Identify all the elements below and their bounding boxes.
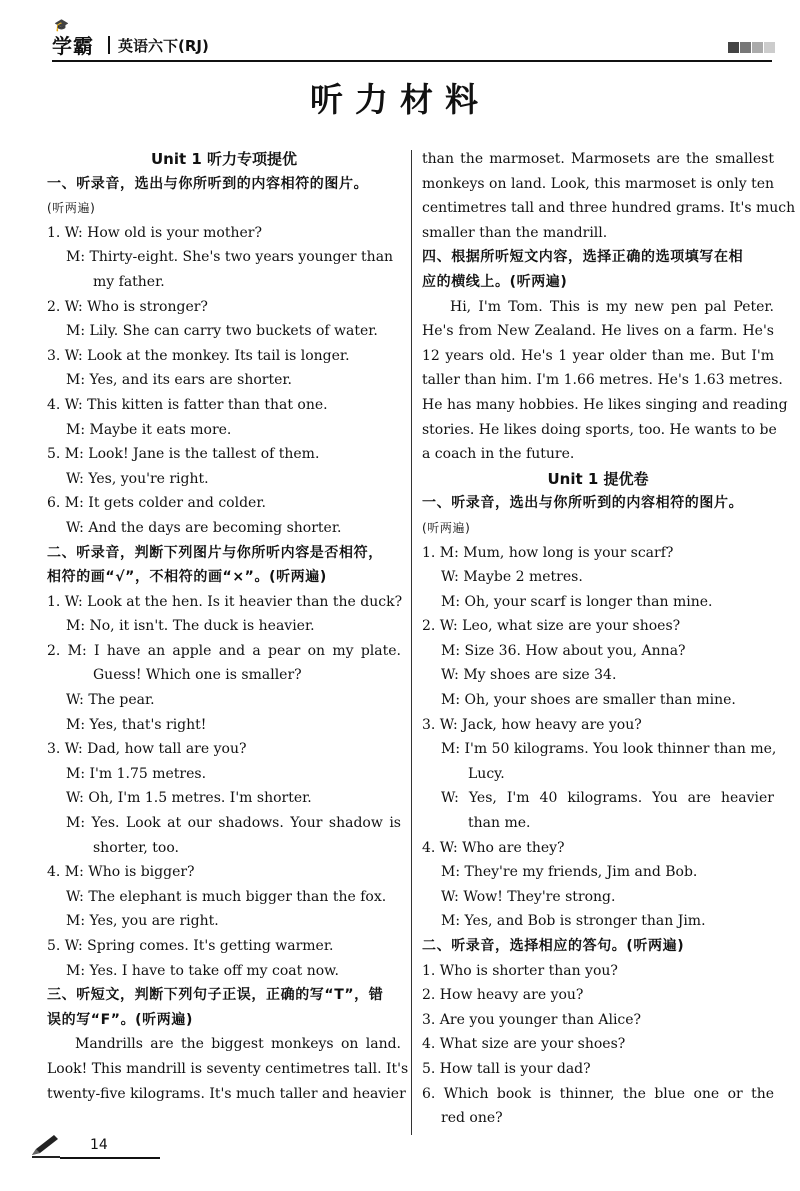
dialogue-line: M: Oh, your scarf is longer than mine. xyxy=(441,593,713,610)
question-line: 2. W: Leo, what size are your shoes? xyxy=(422,618,681,635)
section-heading: 二、听录音，判断下列图片与你所听内容是否相符， xyxy=(47,544,383,561)
section-heading: 三、听短文，判断下列句子正误，正确的写“T”，错 xyxy=(47,987,384,1004)
question-line: 5. W: Spring comes. It's getting warmer. xyxy=(47,938,334,954)
dialogue-line: W: The elephant is much bigger than the fox. xyxy=(66,888,387,905)
dialogue-continuation: than me. xyxy=(468,815,531,832)
pencil-icon xyxy=(30,1133,62,1159)
dialogue-line: M: Maybe it eats more. xyxy=(66,421,232,438)
section-heading: 二、听录音，选择相应的答句。(听两遍) xyxy=(422,938,685,954)
passage-line: He has many hobbies. He likes singing and reading xyxy=(422,396,788,413)
dialogue-line: W: The pear. xyxy=(66,692,155,709)
dialogue-line: M: Lily. She can carry two buckets of water. xyxy=(66,323,378,340)
section-heading: 一、听录音，选出与你所听到的内容相符的图片。 xyxy=(422,495,744,512)
section-heading: 误的写“F”。(听两遍) xyxy=(47,1011,193,1028)
header-square xyxy=(740,42,751,53)
question-line: 3. W: Look at the monkey. Its tail is longer. xyxy=(47,347,350,364)
left-column xyxy=(47,147,409,1106)
page-footer xyxy=(30,1133,160,1163)
page-title: 听力材料 xyxy=(310,80,490,119)
dialogue-line: M: They're my friends, Jim and Bob. xyxy=(441,864,698,881)
dialogue-line: M: Yes, you are right. xyxy=(66,913,219,930)
passage-line: taller than him. I'm 1.66 metres. He's 1.63 metres. xyxy=(422,372,783,389)
header-square xyxy=(728,42,739,53)
dialogue-line: W: Oh, I'm 1.5 metres. I'm shorter. xyxy=(66,790,312,807)
question-line: 1. M: Mum, how long is your scarf? xyxy=(422,544,674,561)
question-line: 4. M: Who is bigger? xyxy=(47,864,195,881)
dialogue-line: M: Yes, and Bob is stronger than Jim. xyxy=(441,913,706,930)
question-line: 1. Who is shorter than you? xyxy=(422,962,618,979)
dialogue-continuation: Lucy. xyxy=(468,765,505,782)
question-line: 6. M: It gets colder and colder. xyxy=(47,495,266,512)
header-separator xyxy=(108,36,110,54)
dialogue-line: M: Yes, that's right! xyxy=(66,716,207,733)
dialogue-line: W: Yes, you're right. xyxy=(66,470,209,487)
footer-rule xyxy=(60,1157,160,1159)
dialogue-line: W: My shoes are size 34. xyxy=(441,667,617,684)
dialogue-continuation: shorter, too. xyxy=(93,839,179,856)
question-line: 1. W: How old is your mother? xyxy=(47,224,262,241)
section-heading: 应的横线上。(听两遍) xyxy=(422,273,568,290)
dialogue-line: W: Maybe 2 metres. xyxy=(441,569,583,586)
dialogue-continuation: my father. xyxy=(93,273,165,290)
header-square xyxy=(752,42,763,53)
passage-line: 12 years old. He's 1 year older than me. But I'm xyxy=(422,347,774,364)
question-line: smaller than the mandrill. xyxy=(422,224,608,241)
question-line: 1. W: Look at the hen. Is it heavier than the duck? xyxy=(47,593,403,610)
dialogue-line: M: I'm 50 kilograms. You look thinner than me, xyxy=(441,741,777,758)
column-divider xyxy=(411,150,412,1135)
passage-line: twenty-five kilograms. It's much taller and heavier xyxy=(47,1085,406,1102)
page-number: 14 xyxy=(90,1137,108,1153)
passage-line: centimetres tall and three hundred grams. It's much xyxy=(422,200,796,217)
passage-line: Mandrills are the biggest monkeys on land. xyxy=(75,1036,401,1053)
question-line: 2. M: I have an apple and a pear on my plate. xyxy=(47,642,401,659)
dialogue-line: W: Wow! They're strong. xyxy=(441,888,616,905)
passage-line: stories. He likes doing sports, too. He wants to be xyxy=(422,421,777,438)
passage-line: Look! This mandrill is seventy centimetres tall. It's xyxy=(47,1060,409,1077)
dialogue-line: W: Yes, I'm 40 kilograms. You are heavier xyxy=(441,790,774,807)
question-line: 5. M: Look! Jane is the tallest of them. xyxy=(47,446,320,463)
book-title: 英语六下(RJ) xyxy=(118,37,209,55)
question-line: 4. W: This kitten is fatter than that one. xyxy=(47,396,328,413)
question-line: 6. Which book is thinner, the blue one or the xyxy=(422,1085,774,1102)
section-heading-note: (听两遍) xyxy=(422,520,471,535)
unit-heading: Unit 1 听力专项提优 xyxy=(150,150,298,168)
dialogue-line: M: Yes. I have to take off my coat now. xyxy=(66,962,339,979)
right-column xyxy=(422,147,796,1131)
dialogue-line: M: I'm 1.75 metres. xyxy=(66,765,207,782)
dialogue-line: M: Yes, and its ears are shorter. xyxy=(66,372,292,389)
dialogue-line: M: No, it isn't. The duck is heavier. xyxy=(66,618,315,635)
graduation-cap-icon: 🎓 xyxy=(54,18,70,32)
dialogue-line: M: Oh, your shoes are smaller than mine. xyxy=(441,692,736,709)
header-square xyxy=(764,42,775,53)
dialogue-line: M: Thirty-eight. She's two years younger than xyxy=(66,249,394,266)
section-heading-note: (听两遍) xyxy=(47,201,96,216)
passage-line: monkeys on land. Look, this marmoset is only ten xyxy=(422,175,774,192)
section-heading: 相符的画“√”，不相符的画“×”。(听两遍) xyxy=(47,569,327,586)
passage-line: than the marmoset. Marmosets are the smallest xyxy=(422,151,774,167)
section-heading: 四、根据所听短文内容，选择正确的选项填写在相 xyxy=(422,249,744,266)
section-heading: 一、听录音，选出与你所听到的内容相符的图片。 xyxy=(47,175,369,192)
brand-name: 学霸 xyxy=(52,34,94,58)
question-line: 5. How tall is your dad? xyxy=(422,1060,591,1077)
question-line: a coach in the future. xyxy=(422,446,575,463)
header-rule xyxy=(52,60,772,62)
question-continuation: red one? xyxy=(441,1110,503,1127)
unit-heading: Unit 1 提优卷 xyxy=(547,469,649,488)
question-line: 3. W: Jack, how heavy are you? xyxy=(422,716,642,733)
page-header xyxy=(52,18,772,62)
question-line: 4. W: Who are they? xyxy=(422,839,565,856)
passage-line: Hi, I'm Tom. This is my new pen pal Peter. xyxy=(450,298,774,315)
dialogue-line: M: Yes. Look at our shadows. Your shadow is xyxy=(66,815,401,832)
question-line: 3. Are you younger than Alice? xyxy=(422,1011,642,1028)
question-line: 2. How heavy are you? xyxy=(422,987,584,1004)
dialogue-line: M: Size 36. How about you, Anna? xyxy=(441,642,686,659)
brand-logo xyxy=(52,18,94,59)
passage-line: He's from New Zealand. He lives on a farm. He's xyxy=(422,323,774,340)
question-line: 4. What size are your shoes? xyxy=(422,1036,626,1053)
question-line: 3. W: Dad, how tall are you? xyxy=(47,741,247,758)
question-line: 2. W: Who is stronger? xyxy=(47,298,208,315)
dialogue-line: W: And the days are becoming shorter. xyxy=(66,519,342,536)
dialogue-continuation: Guess! Which one is smaller? xyxy=(93,667,302,684)
